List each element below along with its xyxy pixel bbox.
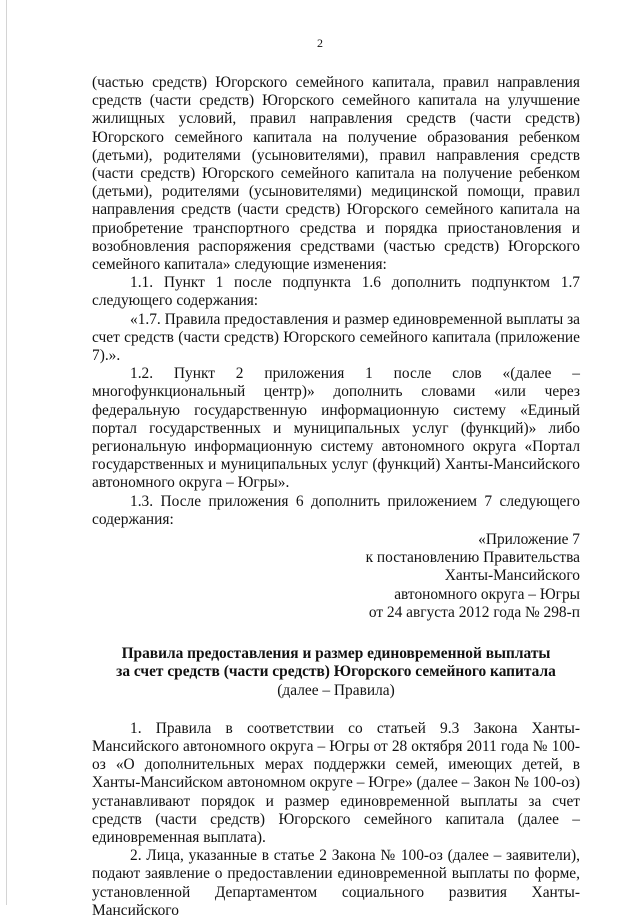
appendix-line: к постановлению Правительства	[365, 549, 580, 567]
rules-subtitle: (далее – Правила)	[277, 681, 395, 699]
paragraph-item-1-2: 1.2. Пункт 2 приложения 1 после слов «(далее – многофункциональный центр)» дополнить словами «или через федеральную государственную информационную систему «Единый портал государственных и муниципальных услуг (функций)» либо региональную информационную систему автономного округа «Портал государственных и муниципальных услуг (функций) Ханты-Мансийского автономного округа – Югры».	[92, 365, 580, 492]
appendix-header	[92, 531, 580, 622]
paragraph-continuation: (частью средств) Югорского семейного капитала, правил направления средств (части средств) Югорского семейного капитала на улучшение жилищных условий, правил направления средств (части средств) Югорского семейного капитала на получение образования ребенком (детьми), родителями (усыновителями), правил направления средств (части средств) Югорского семейного капитала на получение ребенком (детьми), родителями (усыновителями) медицинской помощи, правил направления средств (части средств) Югорского семейного капитала на приобретение транспортного средства и порядка приостановления и возобновления распоряжения средствами (частью средств) Югорского семейного капитала» следующие изменения:	[92, 74, 580, 274]
paragraph-rule-2: 2. Лица, указанные в статье 2 Закона № 100-оз (далее – заявители), подают заявление о предоставлении единовременной выплаты по форме, установленной Департаментом социального развития Ханты-Мансийского	[92, 847, 580, 919]
rules-title	[92, 645, 580, 700]
paragraph-item-1-1: 1.1. Пункт 1 после подпункта 1.6 дополнить подпунктом 1.7 следующего содержания:	[92, 274, 580, 310]
appendix-line: автономного округа – Югры	[394, 585, 580, 603]
rules-title-line: Правила предоставления и размер единовременной выплаты	[121, 645, 551, 663]
paragraph-item-1-3: 1.3. После приложения 6 дополнить приложением 7 следующего содержания:	[92, 492, 580, 528]
document-body	[92, 74, 580, 920]
appendix-line: «Приложение 7	[478, 531, 580, 549]
page-number: 2	[317, 36, 323, 50]
appendix-line: Ханты-Мансийского	[444, 567, 580, 585]
paragraph-rule-1: 1. Правила в соответствии со статьей 9.3 Закона Ханты-Мансийского автономного округа – Югры от 28 октября 2011 года № 100-оз «О дополнительных мерах поддержки семей, имеющих детей, в Ханты-Мансийском автономном округе – Югре» (далее – Закон № 100-оз) устанавливают порядок и размер единовременной выплаты за счет средств (части средств) Югорского семейного капитала (далее – единовременная выплата).	[92, 719, 580, 846]
paragraph-quote-1-7: «1.7. Правила предоставления и размер единовременной выплаты за счет средств (части средств) Югорского семейного капитала (приложение 7).».	[92, 310, 580, 365]
rules-title-line: за счет средств (части средств) Югорского семейного капитала	[116, 663, 556, 681]
appendix-line: от 24 августа 2012 года № 298-п	[368, 603, 580, 621]
scan-edge-line	[6, 0, 7, 905]
